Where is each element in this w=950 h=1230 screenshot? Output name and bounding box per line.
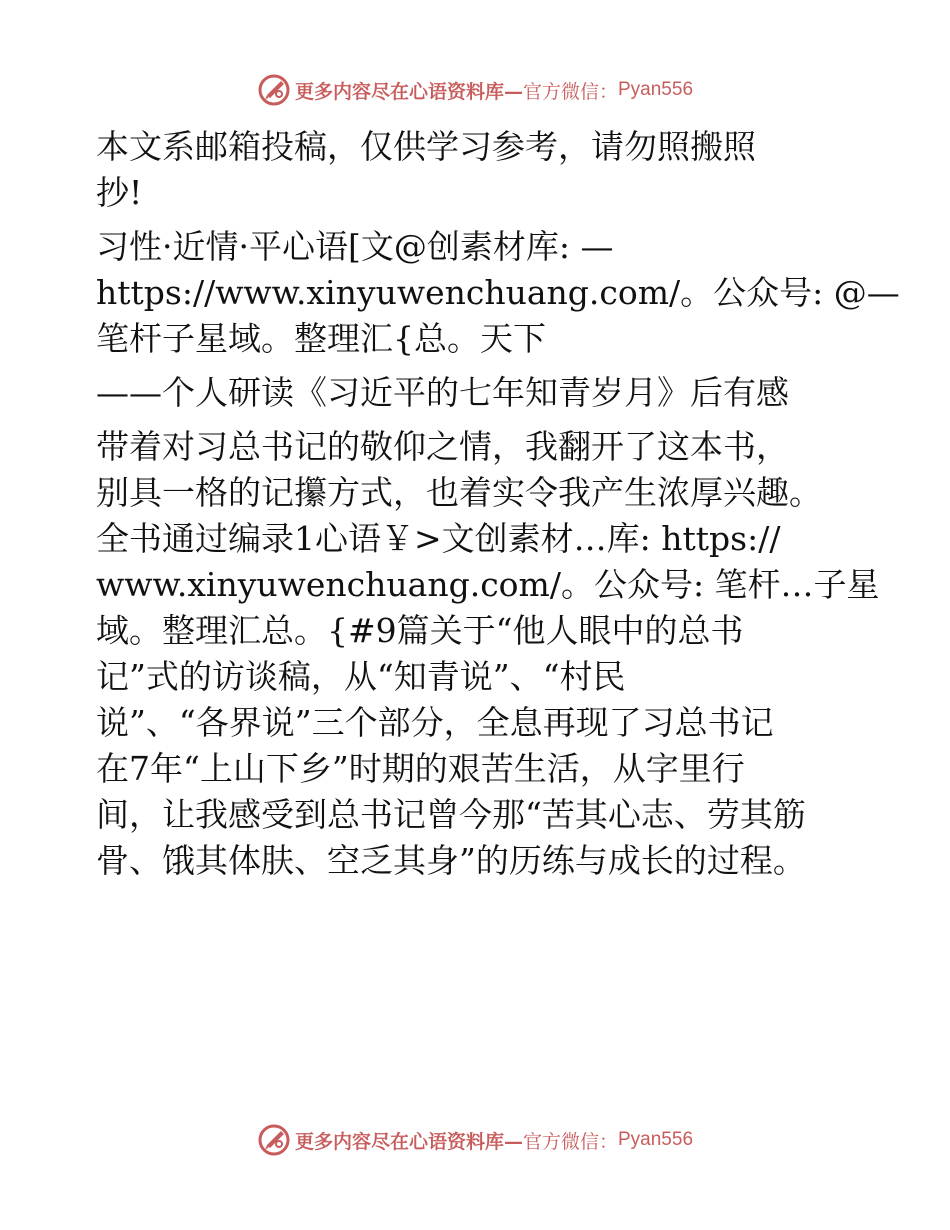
title-line: 习性·近情·平心语[文@创素材库: — — [96, 227, 614, 266]
paragraph-line: 全书通过编录1心语￥>文创素材…库: https:// — [96, 519, 781, 558]
header-banner — [0, 70, 950, 110]
paragraph-line: 别具一格的记攥方式，也着实令我产生浓厚兴趣。 — [96, 473, 822, 512]
title-line: https://www.xinyuwenchuang.com/。公众号: @— — [96, 273, 900, 312]
header-wechat-label: 官方微信： — [522, 80, 618, 103]
footer-promo-text: 更多内容尽在心语资料库— — [294, 1130, 523, 1153]
footer-wechat-id: Pyan556 — [618, 1129, 694, 1150]
notice-line: 本文系邮箱投稿，仅供学习参考，请勿照搬照 — [96, 127, 756, 166]
paragraph-line: 域。整理汇总。{#9篇关于“他人眼中的总书 — [96, 611, 744, 650]
paragraph-line: 记”式的访谈稿，从“知青说”、“村民 — [96, 657, 626, 696]
paragraph-line: 说”、“各界说”三个部分，全息再现了习总书记 — [96, 703, 774, 742]
notice-line: 抄! — [96, 173, 143, 212]
paragraph-line: www.xinyuwenchuang.com/。公众号: 笔杆…子星 — [96, 565, 880, 604]
paragraph-line: 骨、饿其体肤、空乏其身”的历练与成长的过程。 — [96, 841, 806, 880]
brand-logo-icon — [257, 73, 291, 107]
footer-banner — [0, 1120, 950, 1160]
paragraph-line: 带着对习总书记的敬仰之情，我翻开了这本书， — [96, 427, 789, 466]
header-wechat-id: Pyan556 — [618, 79, 694, 100]
paragraph-line: 间，让我感受到总书记曾今那“苦其心志、劳其筋 — [96, 795, 806, 834]
paragraph-line: 在7年“上山下乡”时期的艰苦生活，从字里行 — [96, 749, 745, 788]
subtitle-line: ——个人研读《习近平的七年知青岁月》后有感 — [96, 373, 789, 412]
document-body — [96, 124, 900, 884]
brand-logo-icon — [257, 1123, 291, 1157]
footer-wechat-label: 官方微信： — [522, 1130, 618, 1153]
header-promo-text: 更多内容尽在心语资料库— — [294, 80, 523, 103]
title-line: 笔杆子星域。整理汇{总。天下 — [96, 319, 546, 358]
